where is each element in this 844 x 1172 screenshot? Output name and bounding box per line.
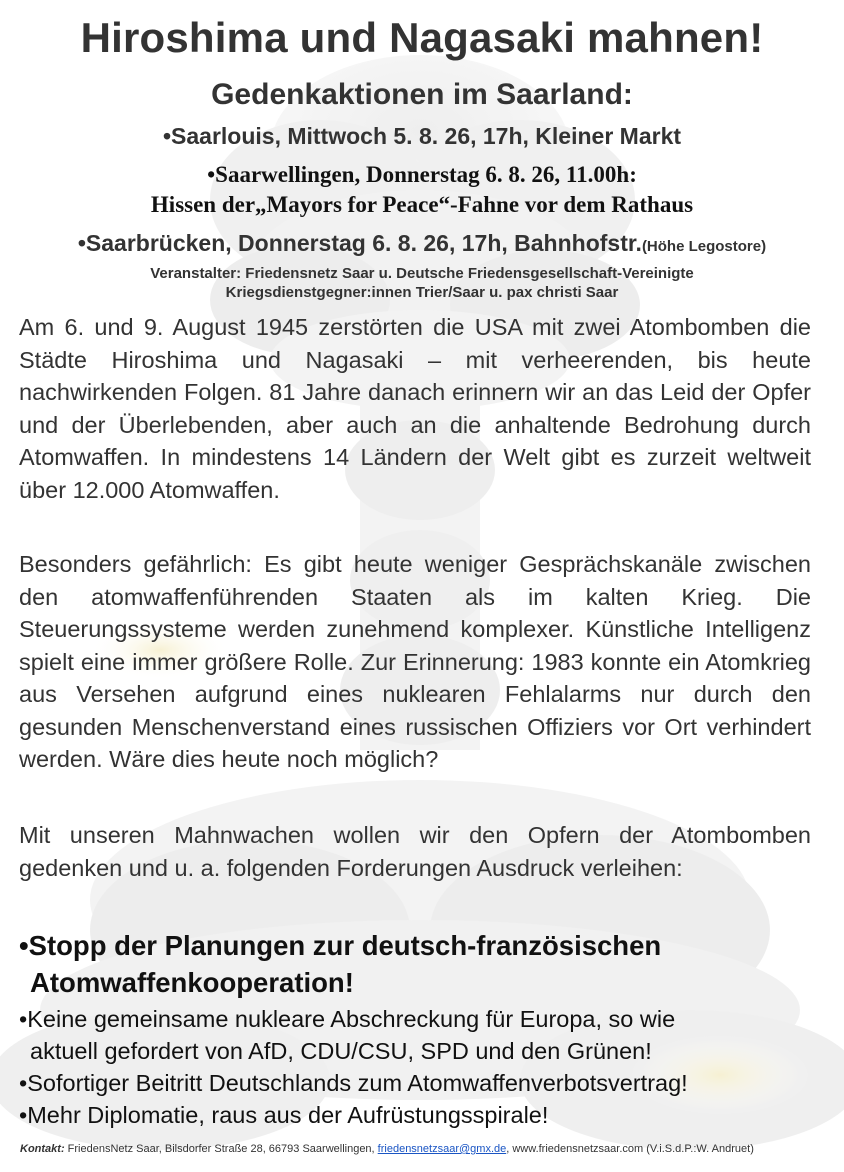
paragraph-intent: Mit unseren Mahnwachen wollen wir den Opfern der Atombomben gedenken und u. a. folgenden Forderungen Ausdruck verleihen:: [19, 822, 811, 881]
organizers-line2: Kriegsdienstgegner:innen Trier/Saar u. pax christi Saar: [225, 284, 619, 301]
paragraph-history: Am 6. und 9. August 1945 zerstörten die USA mit zwei Atombomben die Städte Hiroshima und Nagasaki – mit verheerenden, bis heute nachwirkenden Folgen. 81 Jahre danach erinnern wir an das Leid der Opfer und der Überlebenden, aber auch an die anhaltende Bedrohung durch Atomwaffen. In mindestens 14 Ländern der Welt gibt es zurzeit weltweit über 12.000 Atomwaffen.: [19, 314, 811, 503]
organizers: [0, 264, 844, 302]
demand-item-deterrence: •Keine gemeinsame nukleare Abschreckung für Europa, so wie: [19, 1006, 676, 1032]
event-saarwellingen: [0, 160, 844, 220]
footer-label: Kontakt:: [20, 1143, 65, 1155]
main-demand-line2: Atomwaffenkooperation!: [30, 967, 354, 998]
organizers-line1: Veranstalter: Friedensnetz Saar u. Deutsche Friedensgesellschaft-Vereinigte: [150, 265, 694, 282]
paragraph-danger: Besonders gefährlich: Es gibt heute weniger Gesprächskanäle zwischen den atomwaffenführenden Staaten als im kalten Krieg. Die Steuerungssysteme werden zunehmend komplexer. Künstliche Intelligenz spielt eine immer größere Rolle. Zur Erinnerung: 1983 konnte ein Atomkrieg aus Versehen aufgrund eines nuklearen Fehlalarms nur durch den gesunden Menschenverstand eines russischen Offiziers vor Ort verhindert werden. Wäre dies heute noch möglich?: [19, 551, 811, 772]
footer-contact: [20, 1143, 754, 1155]
demand-item-treaty: •Sofortiger Beitritt Deutschlands zum Atomwaffenverbotsvertrag!: [19, 1070, 688, 1096]
main-demand: [19, 927, 819, 1001]
page-title: Hiroshima und Nagasaki mahnen!: [80, 14, 764, 61]
event-saarwellingen-line2: Hissen der„Mayors for Peace“-Fahne vor dem Rathaus: [150, 192, 694, 217]
footer-address: FriedensNetz Saar, Bilsdorfer Straße 28, 66793 Saarwellingen,: [64, 1143, 378, 1155]
footer-email-link[interactable]: friedensnetzsaar@gmx.de: [377, 1143, 507, 1155]
event-saarwellingen-line1: •Saarwellingen, Donnerstag 6. 8. 26, 11.00h:: [207, 162, 637, 187]
main-demand-line1: •Stopp der Planungen zur deutsch-französischen: [19, 930, 662, 961]
demand-item-deterrence-cont: aktuell gefordert von AfD, CDU/CSU, SPD und den Grünen!: [30, 1038, 652, 1064]
demand-list: [19, 1003, 819, 1131]
event-saarlouis: •Saarlouis, Mittwoch 5. 8. 26, 17h, Kleiner Markt: [162, 123, 682, 149]
footer-website: , www.friedensnetzsaar.com (V.i.S.d.P.:W. Andruet): [506, 1143, 754, 1155]
demand-item-diplomacy: •Mehr Diplomatie, raus aus der Aufrüstungsspirale!: [19, 1102, 549, 1128]
page-subtitle: Gedenkaktionen im Saarland:: [211, 78, 633, 111]
event-saarbruecken-note: (Höhe Legostore): [641, 238, 767, 255]
event-saarbruecken-text: •Saarbrücken, Donnerstag 6. 8. 26, 17h, Bahnhofstr.: [77, 230, 642, 256]
event-saarbruecken: [0, 230, 844, 257]
